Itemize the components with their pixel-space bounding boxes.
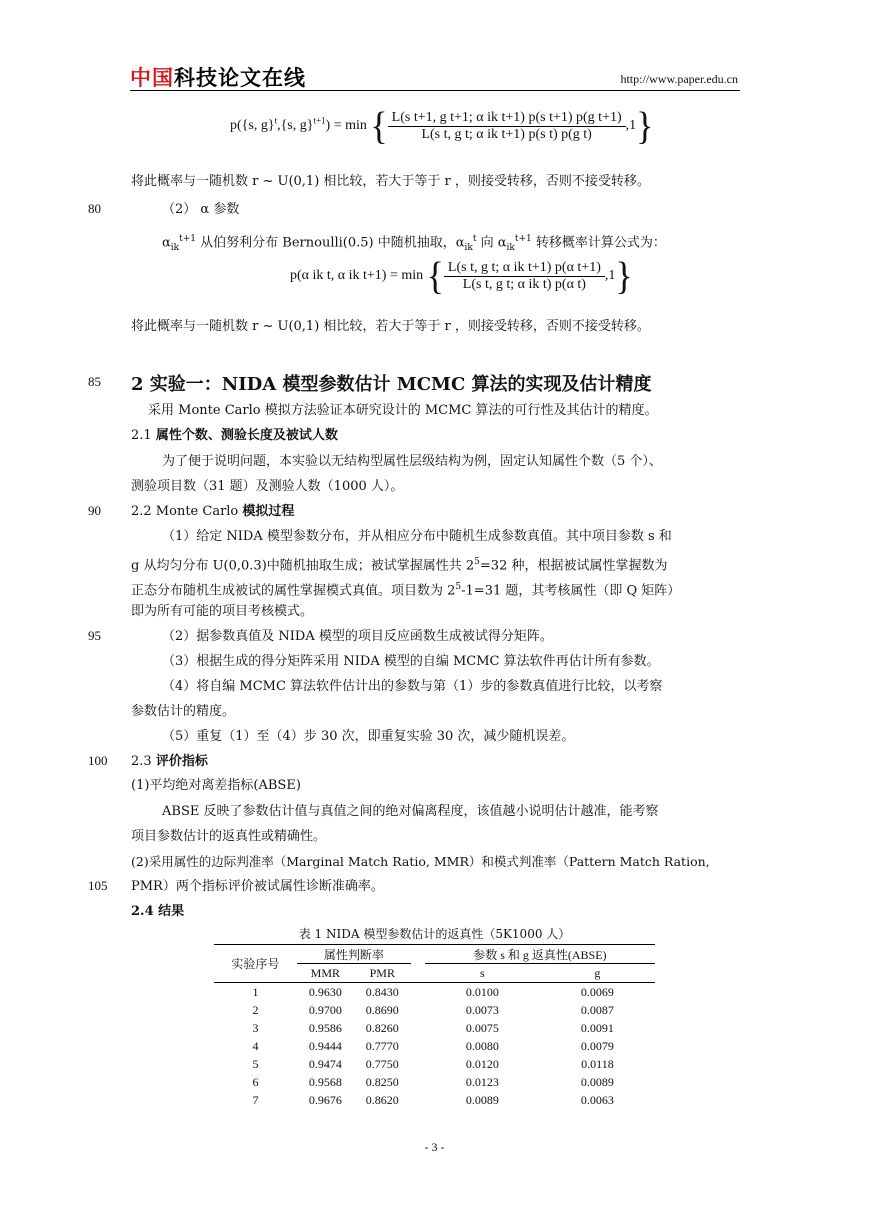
eq2-tail: ,1 (604, 268, 616, 284)
line-number: 80 (88, 201, 101, 216)
text-line: 采用 Monte Carlo 模拟方法验证本研究设计的 MCMC 算法的可行性及其估计的精度。 (148, 403, 658, 418)
line-number: 90 (88, 503, 101, 518)
table-header-attr: 属性判断率 (297, 945, 411, 964)
text-line: 正态分布随机生成被试的属性掌握模式真值。项目数为 $2^5-1=31$ 题，其考核属性（即 Q 矩阵） (131, 582, 681, 599)
text-line: （4）将自编 MCMC 算法软件估计出的参数与第（1）步的参数真值进行比较，以考察 (162, 679, 663, 694)
site-logo[interactable] (130, 62, 306, 92)
table-row: 2 0.9700 0.8690 0.0073 0.0087 (252, 1002, 614, 1017)
left-brace: { (426, 254, 444, 298)
table-row: 6 0.9568 0.8250 0.0123 0.0089 (252, 1074, 614, 1089)
line-number: 105 (88, 878, 108, 893)
page-header (130, 62, 740, 91)
right-brace: } (636, 104, 654, 148)
eq1-lhs: p({s, g}$^t$,{s, g}$^{t+1}$) = min (230, 115, 367, 134)
logo-red-text: 中国 (130, 66, 174, 90)
subsection-heading: 2.1 属性个数、测验长度及被试人数 (131, 428, 338, 443)
table-header-s: s (479, 965, 485, 980)
subsection-heading: 2.3 评价指标 (131, 754, 208, 769)
text-line: $\alpha_{ik}^{t+1}$ 从伯努利分布 Bernoulli(0.5) 中随机抽取，$\alpha_{ik}^t$ 向 $\alpha_{ik}^{t+1}$ 转移概率计算公式为： (162, 234, 666, 253)
eq2-fraction (444, 260, 605, 293)
table-header-pmr: PMR (369, 965, 395, 980)
text-line: 参数估计的精度。 (131, 704, 236, 719)
table-row: 7 0.9676 0.8620 0.0089 0.0063 (252, 1092, 614, 1107)
right-brace: } (615, 254, 633, 298)
line-number: 100 (88, 753, 108, 768)
table-caption: 表 1 NIDA 模型参数估计的返真性（5K1000 人） (298, 927, 571, 941)
text-line: 测验项目数（31 题）及测验人数（1000 人）。 (131, 479, 404, 494)
eq1-denominator: L(s t, g t; α ik t+1) p(s t) p(g t) (421, 126, 592, 142)
text-line: （5）重复（1）至（4）步 30 次，即重复实验 30 次，减少随机误差。 (162, 729, 575, 744)
table-header-g: g (594, 965, 601, 980)
subsection-heading: 2.4 结果 (131, 904, 185, 919)
text-line: （2）据参数真值及 NIDA 模型的项目反应函数生成被试得分矩阵。 (162, 629, 553, 644)
eq2-lhs: p(α ik t, α ik t+1) = min (290, 268, 424, 284)
text-line: 即为所有可能的项目考核模式。 (131, 604, 314, 619)
eq1-numerator: L(s t+1, g t+1; α ik t+1) p(s t+1) p(g t+1) (388, 110, 626, 127)
line-number: 95 (88, 628, 101, 643)
logo-black-text: 科技论文在线 (174, 66, 306, 90)
text-line: （3）根据生成的得分矩阵采用 NIDA 模型的自编 MCMC 算法软件再估计所有参数。 (162, 654, 660, 669)
page-number: - 3 - (424, 1140, 445, 1154)
results-table (214, 944, 655, 1109)
table-header-param: 参数 s 和 g 返真性(ABSE) (425, 945, 655, 964)
text-line: 将此概率与一随机数 r ~ U(0,1) 相比较，若大于等于 r ，则接受转移，否则不接受转移。 (131, 174, 650, 189)
table-header-seq: 实验序号 (231, 957, 280, 971)
subsection-heading: 2.2 Monte Carlo 模拟过程 (131, 504, 295, 519)
left-brace: { (370, 104, 388, 148)
eq2-denominator: L(s t, g t; α ik t) p(α t) (462, 276, 586, 292)
table-row: 4 0.9444 0.7770 0.0080 0.0079 (252, 1038, 614, 1053)
text-line: g 从均匀分布 U(0,0.3)中随机抽取生成；被试掌握属性共 $2^5=32$ 种，根据被试属性掌握数为 (131, 557, 668, 574)
header-url[interactable]: http://www.paper.edu.cn (620, 72, 738, 86)
text-line: 将此概率与一随机数 r ~ U(0,1) 相比较，若大于等于 r ，则接受转移，否则不接受转移。 (131, 319, 650, 334)
eq1-tail: ,1 (625, 118, 637, 134)
text-line: PMR）两个指标评价被试属性诊断准确率。 (131, 879, 384, 894)
text-line: ABSE 反映了参数估计值与真值之间的绝对偏离程度，该值越小说明估计越准，能考察 (162, 804, 659, 819)
text-line: 为了便于说明问题，本实验以无结构型属性层级结构为例，固定认知属性个数（5 个）、 (162, 454, 662, 469)
eq2-numerator: L(s t, g t; α ik t+1) p(α t+1) (444, 260, 605, 277)
table-row: 1 0.9630 0.8430 0.0100 0.0069 (252, 984, 614, 999)
text-line: （2） α 参数 (162, 202, 240, 217)
text-line: (2)采用属性的边际判准率（Marginal Match Ratio, MMR）和模式判准率（Pattern Match Ration, (131, 854, 710, 869)
line-number: 85 (88, 374, 101, 389)
table-row: 5 0.9474 0.7750 0.0120 0.0118 (252, 1056, 614, 1071)
text-line: 项目参数估计的返真性或精确性。 (131, 829, 327, 844)
table-header-mmr: MMR (310, 965, 341, 980)
eq1-fraction (388, 110, 626, 143)
equation-2 (290, 254, 633, 298)
text-line: （1）给定 NIDA 模型参数分布，并从相应分布中随机生成参数真值。其中项目参数 s 和 (162, 529, 672, 544)
table-row: 3 0.9586 0.8260 0.0075 0.0091 (252, 1020, 614, 1035)
text-line: (1)平均绝对离差指标(ABSE) (131, 778, 301, 793)
equation-1 (230, 104, 654, 148)
section-heading: 2 实验一：NIDA 模型参数估计 MCMC 算法的实现及估计精度 (131, 374, 652, 395)
